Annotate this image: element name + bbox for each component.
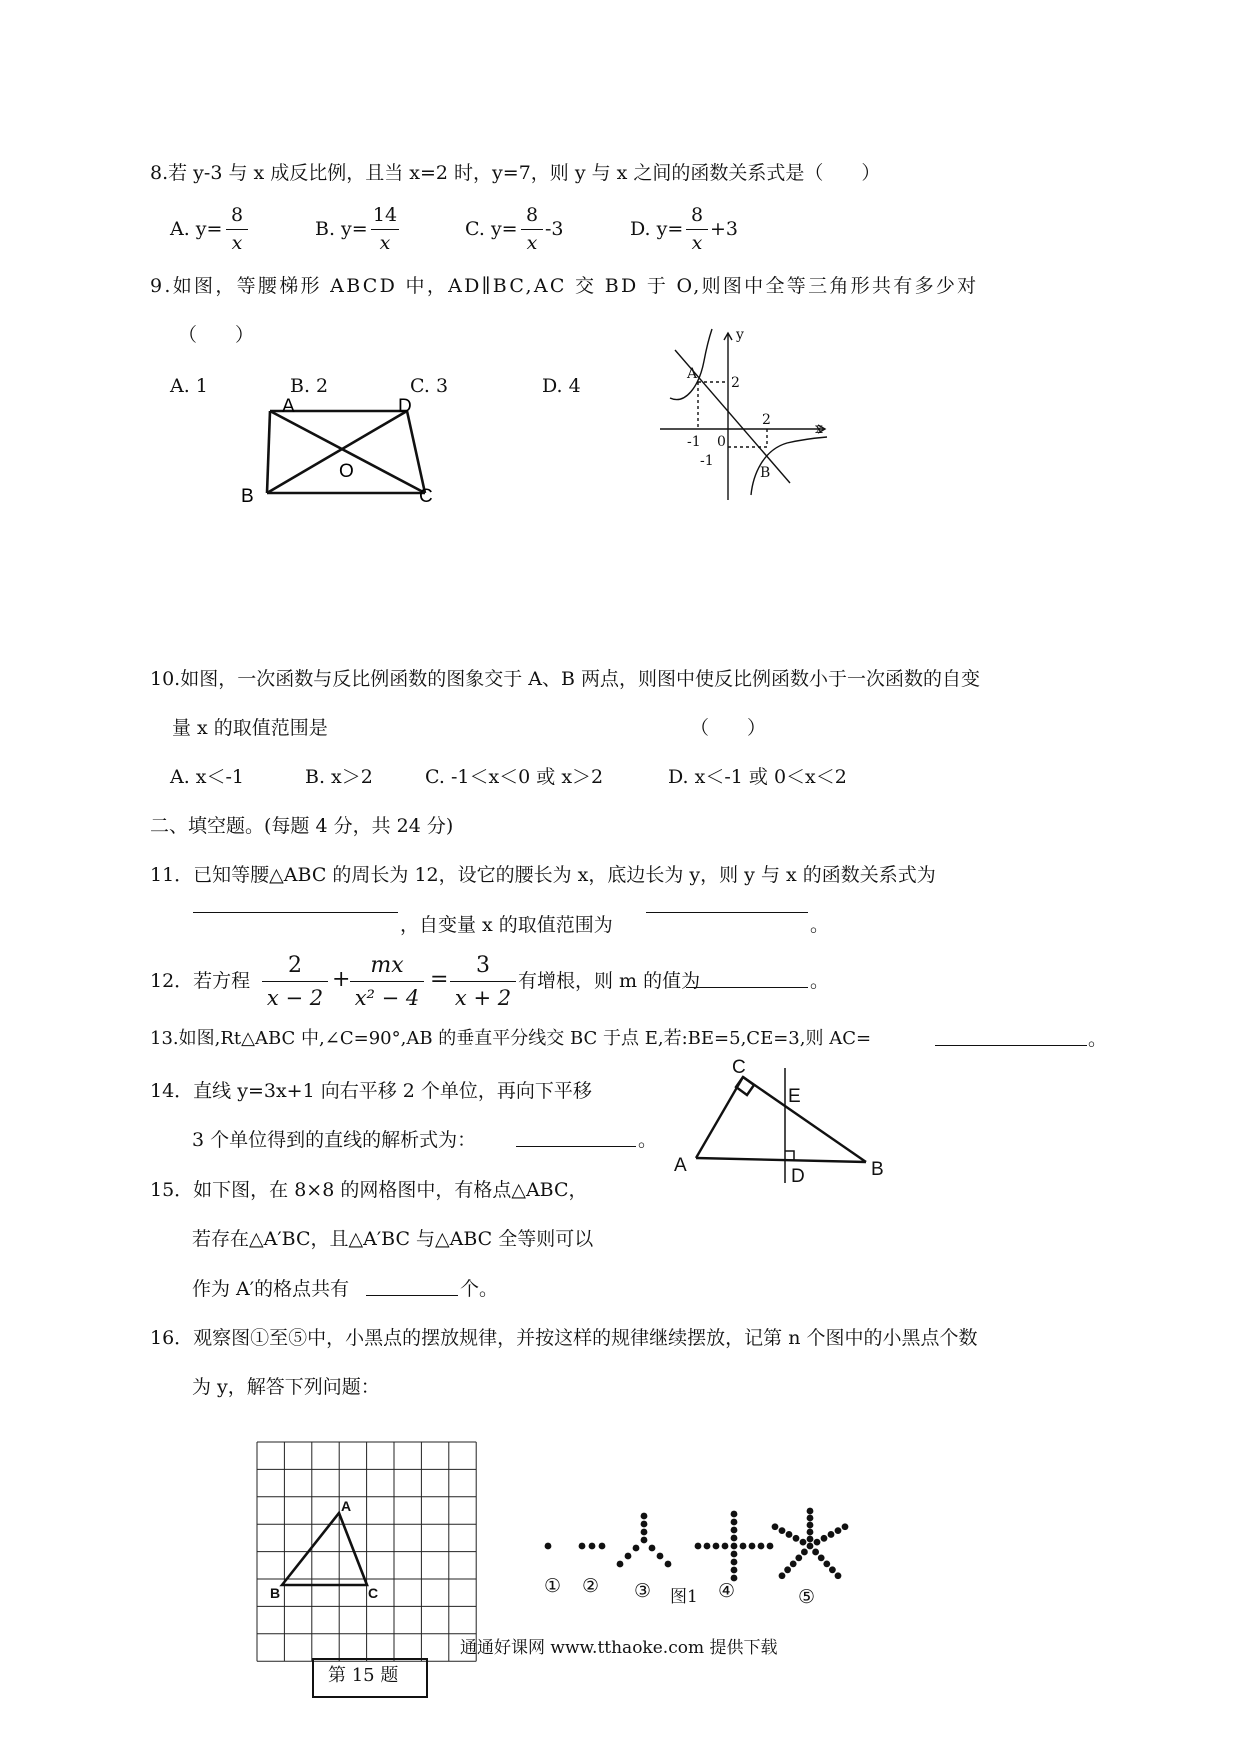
q12-f2-num: mx	[370, 953, 404, 978]
q8-c-den: x	[526, 232, 538, 254]
tri-label-d: D	[791, 1166, 805, 1187]
q14-blank[interactable]	[516, 1146, 636, 1147]
graph-tick-2x: 2	[762, 412, 771, 428]
dot	[740, 1543, 747, 1550]
dot-label-4: ④	[718, 1580, 736, 1602]
dot	[695, 1543, 702, 1550]
q15-line2: 若存在△A′BC，且△A′BC 与△ABC 全等则可以	[192, 1228, 594, 1250]
q9-option-d[interactable]: D. 4	[542, 375, 581, 397]
dot	[599, 1543, 606, 1550]
q8-a-bar	[226, 229, 248, 230]
q12-end: 。	[810, 970, 830, 992]
q13-blank[interactable]	[935, 1045, 1087, 1046]
trap-label-a: A	[282, 396, 295, 417]
q11-mid: ，自变量 x 的取值范围为	[400, 914, 613, 936]
dot	[641, 1529, 648, 1536]
q8-d-bar	[686, 229, 708, 230]
tri-label-c: C	[732, 1057, 746, 1078]
graph-label-x: x	[815, 421, 823, 437]
tri-label-e: E	[788, 1086, 801, 1107]
tri-ac	[696, 1077, 743, 1158]
dot	[722, 1543, 729, 1550]
dot	[641, 1513, 648, 1520]
dot	[835, 1572, 842, 1579]
q8-d-post: +3	[710, 218, 739, 240]
dot	[589, 1543, 596, 1550]
dot	[704, 1543, 711, 1550]
graph-tick-neg1x: -1	[687, 434, 701, 450]
q9-stem: 9.如图，等腰梯形 ABCD 中，AD∥BC,AC 交 BD 于 O,则图中全等三角形共有多少对	[150, 275, 979, 297]
q11-blank-1[interactable]	[193, 912, 398, 913]
dot	[731, 1543, 738, 1550]
q12-blank[interactable]	[686, 987, 808, 988]
trap-label-o: O	[339, 461, 354, 482]
q12-f2-bar	[350, 981, 424, 982]
section-2-heading: 二、填空题。(每题 4 分，共 24 分)	[150, 815, 454, 837]
dot	[784, 1566, 791, 1573]
q12-plus: +	[332, 967, 351, 992]
right-triangle-figure	[670, 1057, 900, 1190]
dot	[749, 1543, 756, 1550]
dot	[800, 1539, 807, 1546]
graph-origin: 0	[717, 434, 726, 450]
q8-c-bar	[521, 229, 543, 230]
q14-line1: 14．直线 y=3x+1 向右平移 2 个单位，再向下平移	[150, 1080, 592, 1102]
q8-a-den: x	[231, 232, 243, 254]
dot	[812, 1549, 819, 1556]
dot	[657, 1553, 664, 1560]
dot-patterns	[530, 1480, 860, 1610]
trapezoid-figure	[240, 390, 440, 510]
q10-stem2: 量 x 的取值范围是	[172, 717, 328, 739]
q8-option-a[interactable]: A. y=	[170, 218, 223, 240]
dot-label-1: ①	[544, 1575, 562, 1597]
dot	[758, 1543, 765, 1550]
dot	[793, 1535, 800, 1542]
dot	[818, 1555, 825, 1562]
q8-b-num: 14	[372, 204, 398, 226]
graph-label-b: B	[760, 465, 771, 481]
dot	[731, 1551, 738, 1558]
q12-pre: 12．若方程	[150, 970, 251, 992]
q13-end: 。	[1088, 1028, 1108, 1050]
q10-option-a[interactable]: A. x＜-1	[170, 766, 245, 788]
q12-f3-den: x + 2	[454, 986, 512, 1010]
grid-label-a: A	[341, 1498, 352, 1514]
q10-stem: 10.如图，一次函数与反比例函数的图象交于 A、B 两点，则图中使反比例函数小于一次函数的自变	[150, 668, 980, 690]
dot	[786, 1531, 793, 1538]
grid-figure	[255, 1440, 485, 1690]
dot	[641, 1537, 648, 1544]
dot	[713, 1543, 720, 1550]
q12-f1-den: x − 2	[266, 986, 324, 1010]
grid-label-b: B	[270, 1585, 281, 1601]
q11-end: 。	[810, 914, 830, 936]
q12-f2-den: x² − 4	[354, 986, 420, 1010]
dot-label-5: ⑤	[798, 1586, 816, 1608]
trapezoid-ab	[267, 411, 270, 493]
dot	[731, 1535, 738, 1542]
q15-line1: 15．如下图，在 8×8 的网格图中，有格点△ABC，	[150, 1179, 588, 1201]
q15-end: 个。	[460, 1278, 499, 1300]
trap-label-b: B	[241, 486, 254, 507]
tri-ab	[696, 1158, 866, 1162]
q10-paren: （ ）	[690, 717, 767, 739]
dot	[807, 1515, 814, 1522]
dot	[801, 1549, 808, 1556]
dot	[641, 1521, 648, 1528]
dot	[579, 1543, 586, 1550]
q12-f1-bar	[262, 981, 328, 982]
q8-d-den: x	[691, 232, 703, 254]
graph-label-y: y	[736, 327, 744, 343]
q8-b-bar	[371, 229, 399, 230]
graph-tick-neg1y: -1	[700, 453, 714, 469]
dot	[790, 1560, 797, 1567]
dot	[795, 1555, 802, 1562]
q14-end: 。	[638, 1129, 658, 1151]
q12-f3-bar	[450, 981, 516, 982]
dot	[814, 1539, 821, 1546]
q10-option-d[interactable]: D. x＜-1 或 0＜x＜2	[668, 766, 847, 788]
dot	[731, 1519, 738, 1526]
dot	[823, 1560, 830, 1567]
q15-line3: 作为 A′的格点共有	[192, 1278, 350, 1300]
dot	[835, 1527, 842, 1534]
dot	[731, 1567, 738, 1574]
dot	[617, 1561, 624, 1568]
graph-tick-2y: 2	[731, 375, 740, 391]
trap-label-c: C	[419, 486, 433, 507]
q9-option-c[interactable]: C. 3	[410, 375, 449, 397]
tri-label-a: A	[674, 1155, 687, 1176]
q8-d-num: 8	[690, 204, 704, 226]
trapezoid-dc	[407, 411, 425, 493]
dot-label-fig: 图1	[670, 1587, 698, 1607]
q11-line1: 11．已知等腰△ABC 的周长为 12，设它的腰长为 x，底边长为 y，则 y 与 x 的函数关系式为	[150, 864, 936, 886]
function-graph	[655, 325, 835, 505]
dot	[807, 1508, 814, 1515]
q12-f1-num: 2	[288, 953, 302, 978]
dot	[633, 1545, 640, 1552]
dot	[807, 1536, 814, 1543]
dot	[545, 1543, 552, 1550]
trapezoid-bd	[267, 411, 407, 493]
q8-c-num: 8	[525, 204, 539, 226]
dot	[821, 1535, 828, 1542]
grid-caption: 第 15 题	[328, 1665, 399, 1686]
q12-f3-num: 3	[476, 953, 490, 978]
dot	[829, 1566, 836, 1573]
dot	[828, 1531, 835, 1538]
trap-label-d: D	[398, 396, 412, 417]
q8-c-post: -3	[545, 218, 564, 240]
q8-option-b[interactable]: B. y=	[315, 218, 368, 240]
q8-b-den: x	[379, 232, 391, 254]
graph-hyperbola-left	[670, 329, 712, 400]
dot	[779, 1572, 786, 1579]
dot	[842, 1523, 849, 1530]
tri-right-angle-d	[785, 1151, 794, 1160]
dot-label-2: ②	[582, 1575, 600, 1597]
dot	[767, 1543, 774, 1550]
footer-text: 通通好课网 www.tthaoke.com 提供下载	[460, 1638, 778, 1658]
q15-blank[interactable]	[366, 1295, 458, 1296]
dot	[807, 1543, 814, 1550]
dot-label-3: ③	[634, 1580, 652, 1602]
q16-line2: 为 y，解答下列问题：	[192, 1376, 380, 1398]
dot	[665, 1561, 672, 1568]
q9-paren: （ ）	[178, 324, 255, 346]
dot	[731, 1511, 738, 1518]
q8-option-c[interactable]: C. y=	[465, 218, 518, 240]
q10-option-c[interactable]: C. -1＜x＜0 或 x＞2	[425, 766, 604, 788]
dot	[731, 1559, 738, 1566]
grid-lines	[257, 1442, 476, 1661]
dot	[779, 1527, 786, 1534]
q8-option-d[interactable]: D. y=	[630, 218, 684, 240]
tri-cb	[743, 1077, 866, 1162]
q11-blank-2[interactable]	[646, 912, 808, 913]
dot	[772, 1523, 779, 1530]
q13-text: 13.如图,Rt△ABC 中,∠C=90°,AB 的垂直平分线交 BC 于点 E,若:BE=5,CE=3,则 AC=	[150, 1028, 872, 1049]
dot	[807, 1529, 814, 1536]
q8-a-num: 8	[230, 204, 244, 226]
graph-label-a: A	[687, 366, 698, 382]
q12-eq: =	[430, 967, 449, 992]
q9-option-a[interactable]: A. 1	[170, 375, 208, 397]
tri-label-b: B	[871, 1159, 884, 1180]
q10-option-b[interactable]: B. x＞2	[305, 766, 373, 788]
q16-line1: 16．观察图①至⑤中，小黑点的摆放规律，并按这样的规律继续摆放，记第 n 个图中的小黑点个数	[150, 1327, 978, 1349]
q8-stem: 8.若 y-3 与 x 成反比例，且当 x=2 时，y=7，则 y 与 x 之间的函数关系式是（ ）	[150, 162, 881, 184]
q14-line2: 3 个单位得到的直线的解析式为：	[192, 1129, 477, 1151]
q12-post: 有增根，则 m 的值为	[518, 970, 701, 992]
grid-label-c: C	[368, 1585, 379, 1601]
q9-option-b[interactable]: B. 2	[290, 375, 329, 397]
dot	[807, 1522, 814, 1529]
dot	[731, 1527, 738, 1534]
dot	[649, 1545, 656, 1552]
dot	[625, 1553, 632, 1560]
